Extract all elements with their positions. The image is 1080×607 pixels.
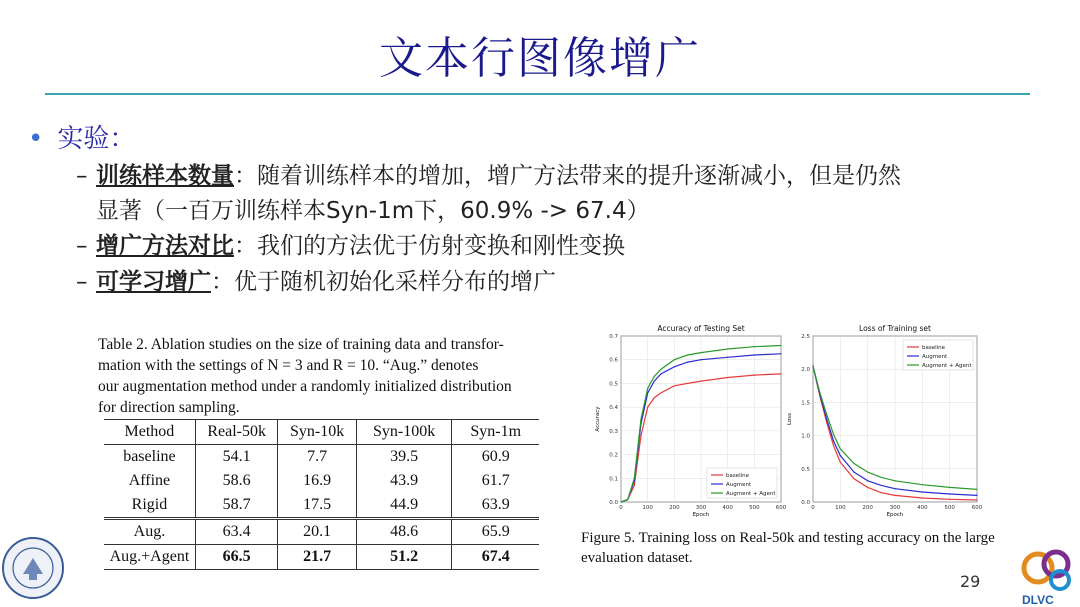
ablation-table [104,419,539,570]
table-cell: Aug. [104,519,195,545]
table-cell: 7.7 [278,445,356,470]
item-sep: ： [234,233,257,259]
data-point [674,385,675,386]
caption-line: our augmentation method under a randomly initialized distribution [98,378,512,395]
item-key: 可学习增广 [96,269,211,295]
data-point [754,375,755,376]
y-axis-label: Loss [787,412,793,426]
legend-label: Augment + Agent [922,363,972,369]
data-point [700,359,701,360]
y-tick-label: 0.6 [609,357,618,364]
table-row [104,445,539,470]
table-cell: 61.7 [481,472,510,489]
table-cell: 63.4 [195,519,278,545]
data-point [867,472,868,473]
data-point [727,377,728,378]
column-header: Real-50k [195,420,278,445]
table-cell: Aug.+Agent [104,545,195,570]
table-cell: Rigid [104,493,195,519]
y-tick-label: 0.0 [801,500,810,506]
list-item [76,265,1046,300]
table-cell: 54.1 [195,445,278,470]
slide-title: 文本行图像增广 [379,33,701,84]
table-row [104,545,539,570]
table-row [104,493,539,519]
data-point [881,477,882,478]
y-tick-label: 2.5 [801,334,810,340]
y-tick-label: 0.4 [609,405,618,412]
data-point [833,445,834,446]
table-cell: 65.9 [452,519,539,545]
page-number: 29 [960,572,981,591]
table-cell: 43.9 [356,469,452,493]
chart-title: Loss of Training set [859,324,931,333]
data-point [654,376,655,377]
table-cell: 51.2 [356,545,452,570]
bullet-heading-text: 实验： [57,124,136,154]
table-row [104,469,539,493]
table-cell: 44.9 [356,493,452,519]
data-point [894,488,895,489]
column-header: Syn-10k [278,420,356,445]
data-point [700,380,701,381]
x-tick-label: 500 [944,505,955,511]
data-point [687,383,688,384]
data-point [727,357,728,358]
y-tick-label: 0.1 [609,476,618,483]
table-cell: baseline [104,445,195,470]
table-header-row [104,420,539,445]
column-header: Method [104,420,195,445]
table-cell: 58.6 [195,469,278,493]
x-axis-label: Epoch [886,512,904,518]
university-seal-logo [2,528,64,604]
item-text: 随着训练样本的增加，增广方法带来的提升逐渐减小，但是仍然 [257,163,901,189]
data-point [949,487,950,488]
data-point [922,497,923,498]
data-point [894,495,895,496]
data-point [867,487,868,488]
legend-label: baseline [922,345,946,351]
data-point [660,373,661,374]
x-tick-label: 0 [811,505,815,511]
data-point [833,440,834,441]
data-point [976,495,977,496]
x-tick-label: 400 [722,505,733,511]
data-point [660,392,661,393]
data-point [754,346,755,347]
table-cell: 66.5 [195,545,278,570]
table-cell: 17.5 [278,493,356,519]
data-point [840,448,841,449]
dash-icon: – [76,163,88,189]
x-tick-label: 400 [917,505,928,511]
data-point [634,478,635,479]
x-tick-label: 500 [749,505,760,511]
data-point [660,369,661,370]
y-tick-label: 1.5 [801,400,810,407]
title-divider [45,93,1030,95]
y-tick-label: 0.2 [609,452,618,459]
item-key: 训练样本数量 [96,163,234,189]
table-cell: 20.1 [278,519,356,545]
data-point [647,388,648,389]
data-point [812,365,813,366]
x-tick-label: 100 [835,505,846,511]
y-tick-label: 0.7 [609,334,618,340]
data-point [674,366,675,367]
data-point [840,462,841,463]
x-tick-label: 600 [971,505,983,511]
caption-line: for direction sampling. [98,399,240,416]
dash-icon: – [76,269,88,295]
legend-label: Augment [922,354,948,360]
table-cell: 58.7 [195,493,278,519]
data-point [867,480,868,481]
table-cell: 16.9 [278,469,356,493]
data-point [819,392,820,393]
item-sep: ： [211,269,234,295]
y-tick-label: 0.5 [801,466,810,473]
list-item [76,229,1046,264]
table-cell: 60.9 [481,448,510,465]
data-point [640,418,641,419]
list-item [76,159,1046,229]
legend-label: baseline [726,473,750,479]
table-cell: 39.5 [356,445,452,470]
data-point [654,397,655,398]
data-point [826,414,827,415]
data-point [922,484,923,485]
x-tick-label: 200 [862,505,873,511]
y-tick-label: 0.0 [609,500,618,506]
data-point [881,492,882,493]
data-point [840,455,841,456]
data-point [881,485,882,486]
data-point [647,407,648,408]
x-axis-label: Epoch [692,512,710,518]
data-point [654,380,655,381]
data-point [634,485,635,486]
x-tick-label: 300 [695,505,707,511]
dash-icon: – [76,233,88,259]
y-axis-label: Accuracy [595,406,601,432]
legend-label: Augment + Agent [726,491,776,497]
item-text: 我们的方法优于仿射变换和刚性变换 [257,233,625,259]
y-tick-label: 0.5 [609,381,618,388]
data-point [780,373,781,374]
data-point [853,472,854,473]
legend-label: Augment [726,482,752,488]
item-sep: ： [234,163,257,189]
data-point [976,489,977,490]
item-key: 增广方法对比 [96,233,234,259]
data-point [780,353,781,354]
x-tick-label: 200 [669,505,680,511]
x-tick-label: 300 [889,505,901,511]
table-row [104,519,539,545]
data-point [833,434,834,435]
x-tick-label: 0 [619,505,623,511]
bullet-dot-icon: • [28,124,44,154]
data-point [620,501,621,502]
data-point [754,354,755,355]
table-cell: Affine [104,469,195,493]
data-point [640,435,641,436]
y-tick-label: 1.0 [801,433,810,440]
data-point [727,348,728,349]
data-point [687,354,688,355]
table-cell: 21.7 [278,545,356,570]
caption-line: Table 2. Ablation studies on the size of training data and transfor- [98,336,504,353]
data-point [853,478,854,479]
figure-caption: Figure 5. Training loss on Real-50k and testing accuracy on the large evaluation dataset. [581,530,995,566]
table-caption [98,334,558,418]
item-text: 优于随机初始化采样分布的增广 [234,269,556,295]
x-tick-label: 100 [642,505,653,511]
dlvc-logo [1018,546,1080,606]
data-point [949,499,950,500]
data-point [976,499,977,500]
data-point [853,463,854,464]
data-point [687,361,688,362]
x-tick-label: 600 [775,505,787,511]
chart-title: Accuracy of Testing Set [657,324,745,333]
data-point [922,491,923,492]
item-continuation: 显著（一百万训练样本Syn-1m下，60.9% -> 67.4） [96,198,650,224]
bullet-heading [28,118,135,155]
table-cell: 63.9 [481,496,510,513]
data-point [780,345,781,346]
y-tick-label: 2.0 [801,367,810,374]
data-point [674,359,675,360]
column-header: Syn-1m [470,423,522,440]
data-point [627,499,628,500]
table-cell: 48.6 [356,519,452,545]
training-curves-figure [583,318,993,530]
y-tick-label: 0.3 [609,428,618,435]
data-point [949,493,950,494]
data-point [894,480,895,481]
data-point [700,352,701,353]
caption-line: mation with the settings of N = 3 and R = 10. “Aug.” denotes [98,357,479,374]
column-header: Syn-100k [356,420,452,445]
data-point [826,418,827,419]
logo-text: DLVC [1022,593,1054,606]
table-cell: 67.4 [481,548,510,565]
